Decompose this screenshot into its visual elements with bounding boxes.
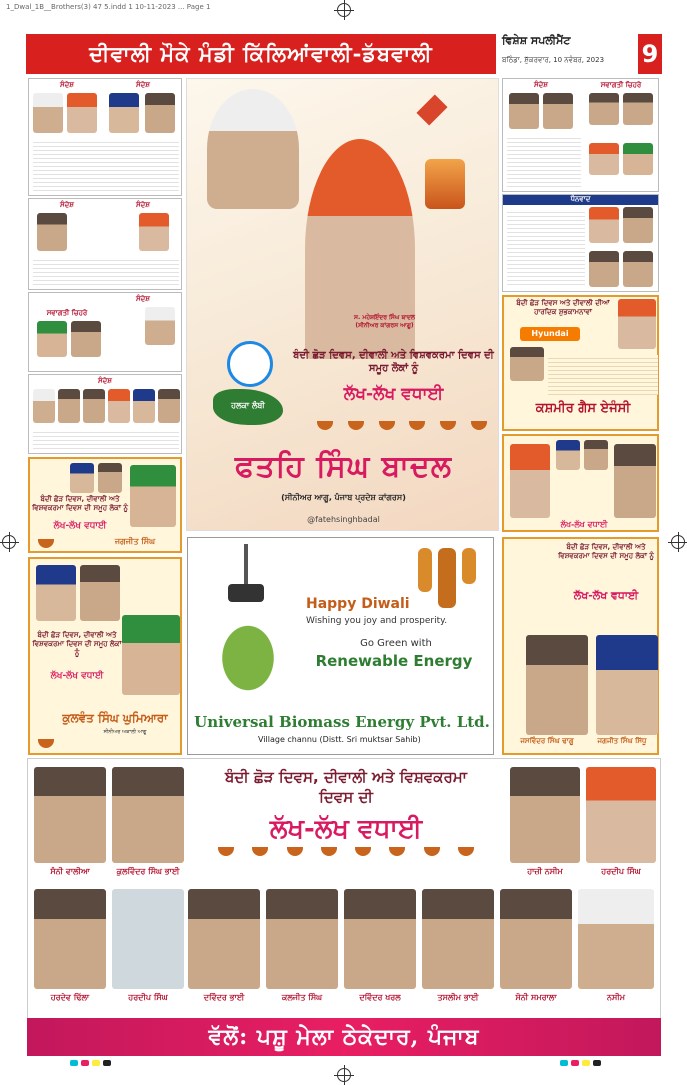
message-text-block xyxy=(507,209,585,287)
swatch-cyan xyxy=(70,1060,78,1066)
diya-icon xyxy=(252,847,268,856)
portrait-photo xyxy=(596,635,658,735)
greeting-text: ਬੰਦੀ ਛੋੜ ਦਿਵਸ, ਦੀਵਾਲੀ ਅਤੇ ਵਿਸ਼ਵਕਰਮਾ ਦਿਵਸ ਦੀ ਸਮੂਹ ਲੋਕਾਂ ਨੂੰ xyxy=(293,350,494,374)
portrait-photo xyxy=(422,889,494,989)
portrait-photo xyxy=(70,463,94,493)
diya-row xyxy=(218,847,474,863)
portrait-photo xyxy=(510,444,550,518)
portrait-photo xyxy=(510,347,544,381)
hero-ad xyxy=(186,78,499,531)
registration-mark-icon xyxy=(337,3,351,17)
registration-mark-icon xyxy=(2,535,16,549)
caption-name: ਸ. ਮਹੇਸ਼ਇੰਦਰ ਸਿੰਘ ਬਾਦਲ xyxy=(354,314,415,321)
page-number: 9 xyxy=(638,34,662,74)
company-address: Village channu (Distt. Sri muktsar Sahib) xyxy=(258,735,421,744)
person-name: ਹਾਜ਼ੀ ਨਸੀਮ xyxy=(527,867,563,876)
masthead-title: ਦੀਵਾਲੀ ਮੌਕੇ ਮੰਡੀ ਕਿੱਲਿਆਂਵਾਲੀ-ਡੱਬਵਾਲੀ xyxy=(26,34,496,74)
section-title: ਸੰਦੇਸ਼ xyxy=(136,201,150,209)
greeting-ad-right-3 xyxy=(502,537,659,755)
happy-diwali-text: Happy Diwali xyxy=(306,596,410,612)
lantern-icon xyxy=(462,548,476,584)
print-color-swatches xyxy=(70,1060,111,1066)
portrait-photo xyxy=(589,143,619,175)
portrait-photo xyxy=(67,93,97,133)
go-green-text: Go Green with xyxy=(360,638,432,649)
leader-name: ਫਤਹਿ ਸਿੰਘ ਬਾਦਲ xyxy=(234,449,453,484)
section-title: ਸੰਦੇਸ਼ xyxy=(98,377,112,385)
diya-icon xyxy=(471,421,487,430)
lantern-icon xyxy=(425,159,465,209)
person-name: ਹਰਦੇਵ ਢਿੱਲਾ xyxy=(50,993,90,1002)
diya-icon xyxy=(440,421,456,430)
caption-role: (ਸੀਨੀਅਰ ਕਾਂਗਰਸ ਆਗੂ) xyxy=(355,322,414,329)
portrait-photo xyxy=(37,213,67,251)
sponsor-name: ਕੁਲਵੰਤ ਸਿੰਘ ਘੁਮਿਆਰਾ xyxy=(62,711,168,725)
diya-icon xyxy=(458,847,474,856)
portrait-photo xyxy=(614,444,656,518)
diya-icon xyxy=(38,739,54,748)
portrait-photo xyxy=(34,889,106,989)
section-title: ਸਵਾਗਤੀ ਚਿਹਰੇ xyxy=(600,81,642,89)
person-name: ਕੁਲਵਿੰਦਰ ਸਿੰਘ ਭਾਈ xyxy=(116,867,180,876)
swatch-cyan xyxy=(560,1060,568,1066)
diya-icon xyxy=(321,847,337,856)
party-logo-icon xyxy=(227,341,273,387)
sponsor-footer: ਵੱਲੋਂ: ਪਸ਼ੂ ਮੇਲਾ ਠੇਕੇਦਾਰ, ਪੰਜਾਬ xyxy=(27,1018,661,1056)
portrait-photo xyxy=(623,207,653,243)
swatch-yellow xyxy=(92,1060,100,1066)
greeting-ad-left-2 xyxy=(28,557,182,755)
portrait-photo xyxy=(145,307,175,345)
person-name: ਨਸੀਮ xyxy=(607,993,625,1002)
section-title: ਸੰਦੇਸ਼ xyxy=(136,81,150,89)
portrait-photo xyxy=(158,389,180,423)
bottom-greeting-ad xyxy=(27,758,661,1020)
portrait-photo xyxy=(80,565,120,621)
portrait-photo xyxy=(509,93,539,129)
portrait-photo xyxy=(34,767,106,863)
message-text-block xyxy=(548,355,658,395)
message-box-1 xyxy=(28,78,182,196)
plug-icon xyxy=(228,584,264,602)
portrait-photo xyxy=(556,440,580,470)
diya-icon xyxy=(424,847,440,856)
portrait-photo xyxy=(623,251,653,287)
wishes-text: ਲੱਖ-ਲੱਖ ਵਧਾਈ xyxy=(573,589,639,602)
portrait-photo xyxy=(133,389,155,423)
greeting-ad-right-2 xyxy=(502,434,659,532)
section-title: ਸੰਦੇਸ਼ xyxy=(534,81,548,89)
message-box-2 xyxy=(28,198,182,290)
person-name: ਦਵਿੰਦਰ ਖਰਲ xyxy=(359,993,401,1002)
registration-mark-icon xyxy=(337,1068,351,1082)
renewable-energy-text: Renewable Energy xyxy=(315,652,473,670)
portrait-photo xyxy=(586,767,656,863)
person-name: ਸੰਨੀ ਵਾਲੀਆ xyxy=(50,867,90,876)
wishes-text: ਲੱਖ-ਲੱਖ ਵਧਾਈ xyxy=(50,671,104,681)
portrait-photo xyxy=(623,143,653,175)
person-name: ਹਰਦੀਪ ਸਿੰਘ xyxy=(601,867,641,876)
portrait-photo xyxy=(58,389,80,423)
swatch-yellow xyxy=(582,1060,590,1066)
wish-text: Wishing you joy and prosperity. xyxy=(306,616,448,626)
portrait-photo xyxy=(122,615,180,695)
missing-photo-placeholder xyxy=(112,889,184,989)
diya-icon xyxy=(317,421,333,430)
swatch-magenta xyxy=(571,1060,579,1066)
diya-icon xyxy=(38,539,54,548)
swatch-black xyxy=(593,1060,601,1066)
message-text-block xyxy=(33,429,179,451)
portrait-photo xyxy=(526,635,588,735)
constituency-label: ਹਲਕਾ ਲੰਬੀ xyxy=(231,401,265,410)
greeting-text: ਬੰਦੀ ਛੋੜ ਦਿਵਸ, ਦੀਵਾਲੀ ਅਤੇ ਵਿਸ਼ਵਕਰਮਾ ਦਿਵਸ ਦੀ xyxy=(225,768,467,806)
portrait-photo xyxy=(266,889,338,989)
diya-icon xyxy=(348,421,364,430)
swatch-magenta xyxy=(81,1060,89,1066)
greeting-text: ਬੰਦੀ ਛੋੜ ਦਿਵਸ, ਦੀਵਾਲੀ ਅਤੇ ਵਿਸ਼ਵਕਰਮਾ ਦਿਵਸ ਦੀ ਸਮੂਹ ਲੋਕਾਂ ਨੂੰ xyxy=(558,543,654,560)
diya-row xyxy=(317,421,487,435)
sponsor-role: ਸੀਨੀਅਰ ਅਕਾਲੀ ਆਗੂ xyxy=(103,729,147,735)
portrait-photo xyxy=(139,213,169,251)
greeting-text: ਬੰਦੀ ਛੋੜ ਦਿਵਸ ਅਤੇ ਦੀਵਾਲੀ ਦੀਆਂ ਹਾਰਦਿਕ ਸ਼ੁਭਕਾਮਨਾਵਾਂ xyxy=(516,299,610,316)
person-name: ਤਸਲੀਮ ਭਾਈ xyxy=(437,993,479,1002)
portrait-photo xyxy=(578,889,654,989)
diya-icon xyxy=(409,421,425,430)
section-title: ਧੰਨਵਾਦ xyxy=(503,195,658,205)
diya-icon xyxy=(355,847,371,856)
lantern-icon xyxy=(418,548,432,592)
plug-icon xyxy=(244,544,248,584)
portrait-photo xyxy=(618,299,656,349)
message-text-block xyxy=(33,257,179,287)
diya-icon xyxy=(287,847,303,856)
gas-agency-ad xyxy=(502,295,659,431)
portrait-photo xyxy=(589,251,619,287)
portrait-photo xyxy=(207,89,299,209)
message-text-block xyxy=(507,135,581,189)
business-name: ਕਸ਼ਮੀਰ ਗੈਸ ਏਜੰਸੀ xyxy=(535,401,631,416)
portrait-photo xyxy=(543,93,573,129)
portrait-photo xyxy=(145,93,175,133)
section-title: ਸੰਦੇਸ਼ xyxy=(136,295,150,303)
portrait-photo xyxy=(500,889,572,989)
portrait-photo xyxy=(112,767,184,863)
portrait-photo xyxy=(623,93,653,125)
person-name: ਕਲਜੀਤ ਸਿੰਘ xyxy=(281,993,323,1002)
lantern-icon xyxy=(416,94,447,125)
photo-caption xyxy=(337,314,432,330)
diya-icon xyxy=(379,421,395,430)
portrait-photo xyxy=(71,321,101,357)
portrait-photo xyxy=(510,767,580,863)
biomass-energy-ad xyxy=(187,537,494,755)
portrait-photo xyxy=(589,93,619,125)
portrait-photo xyxy=(36,565,76,621)
greeting-text: ਬੰਦੀ ਛੋੜ ਦਿਵਸ, ਦੀਵਾਲੀ ਅਤੇ ਵਿਸ਼ਵਕਰਮਾ ਦਿਵਸ ਦੀ ਸਮੂਹ ਲੋਕਾਂ ਨੂੰ xyxy=(32,495,128,512)
company-name: Universal Biomass Energy Pvt. Ltd. xyxy=(194,713,490,731)
portrait-photo xyxy=(37,321,67,357)
message-box-right-2 xyxy=(502,194,659,292)
portrait-photo xyxy=(98,463,122,493)
print-color-swatches xyxy=(560,1060,601,1066)
supplement-label: ਵਿਸ਼ੇਸ਼ ਸਪਲੀਮੈਂਟ xyxy=(502,34,571,47)
portrait-photo xyxy=(344,889,416,989)
sponsor-name: ਜਸਵਿੰਦਰ ਸਿੰਘ ਢਾਗੂ xyxy=(520,737,574,745)
social-handle: @fatehsinghbadal xyxy=(307,515,380,524)
diya-icon xyxy=(218,847,234,856)
swatch-black xyxy=(103,1060,111,1066)
leaf-icon xyxy=(208,608,288,708)
wishes-text: ਲੱਖ-ਲੱਖ ਵਧਾਈ xyxy=(53,521,107,531)
message-box-3 xyxy=(28,292,182,372)
portrait-photo xyxy=(108,389,130,423)
sponsor-name: ਜਗਜੀਤ ਸਿੰਘ ਸਿੱਧੂ xyxy=(597,737,647,745)
portrait-photo xyxy=(83,389,105,423)
message-box-4 xyxy=(28,374,182,454)
registration-mark-icon xyxy=(671,535,685,549)
diya-icon xyxy=(389,847,405,856)
message-text-block xyxy=(33,139,179,193)
section-title: ਸੰਦੇਸ਼ xyxy=(60,201,74,209)
print-slug: 1_Dwal_1B__Brothers(3) 47 5.indd 1 10-11-2023 ... Page 1 xyxy=(6,3,211,11)
portrait-photo xyxy=(109,93,139,133)
section-title: ਸੰਦੇਸ਼ xyxy=(60,81,74,89)
brand-logo: Hyundai xyxy=(520,327,580,341)
portrait-photo xyxy=(33,93,63,133)
person-name: ਦਵਿੰਦਰ ਭਾਈ xyxy=(203,993,245,1002)
section-title: ਸਵਾਗਤੀ ਚਿਹਰੇ xyxy=(46,309,88,317)
portrait-photo xyxy=(33,389,55,423)
sponsor-name: ਜਗਜੀਤ ਸਿੰਘ xyxy=(114,537,156,546)
dateline: ਬਠਿੰਡਾ, ਸ਼ੁੱਕਰਵਾਰ, 10 ਨਵੰਬਰ, 2023 xyxy=(502,56,605,64)
portrait-photo xyxy=(130,465,176,527)
wishes-text: ਲੱਖ-ਲੱਖ ਵਧਾਈ xyxy=(560,520,608,529)
greeting-text: ਬੰਦੀ ਛੋੜ ਦਿਵਸ, ਦੀਵਾਲੀ ਅਤੇ ਵਿਸ਼ਵਕਰਮਾ ਦਿਵਸ ਦੀ ਸਮੂਹ ਲੋਕਾਂ ਨੂੰ xyxy=(32,631,122,657)
portrait-photo xyxy=(188,889,260,989)
wishes-text: ਲੱਖ-ਲੱਖ ਵਧਾਈ xyxy=(269,814,423,844)
message-box-right-1 xyxy=(502,78,659,192)
person-name: ਸੋਨੀ ਸਮਰਾਲਾ xyxy=(515,993,557,1002)
portrait-photo xyxy=(584,440,608,470)
greeting-ad-left-1 xyxy=(28,457,182,553)
leader-role: (ਸੀਨੀਅਰ ਆਗੂ, ਪੰਜਾਬ ਪ੍ਰਦੇਸ਼ ਕਾਂਗਰਸ) xyxy=(281,493,406,502)
portrait-photo xyxy=(589,207,619,243)
person-name: ਹਰਦੀਪ ਸਿੰਘ xyxy=(128,993,168,1002)
wishes-text: ਲੱਖ-ਲੱਖ ਵਧਾਈ xyxy=(343,384,444,404)
